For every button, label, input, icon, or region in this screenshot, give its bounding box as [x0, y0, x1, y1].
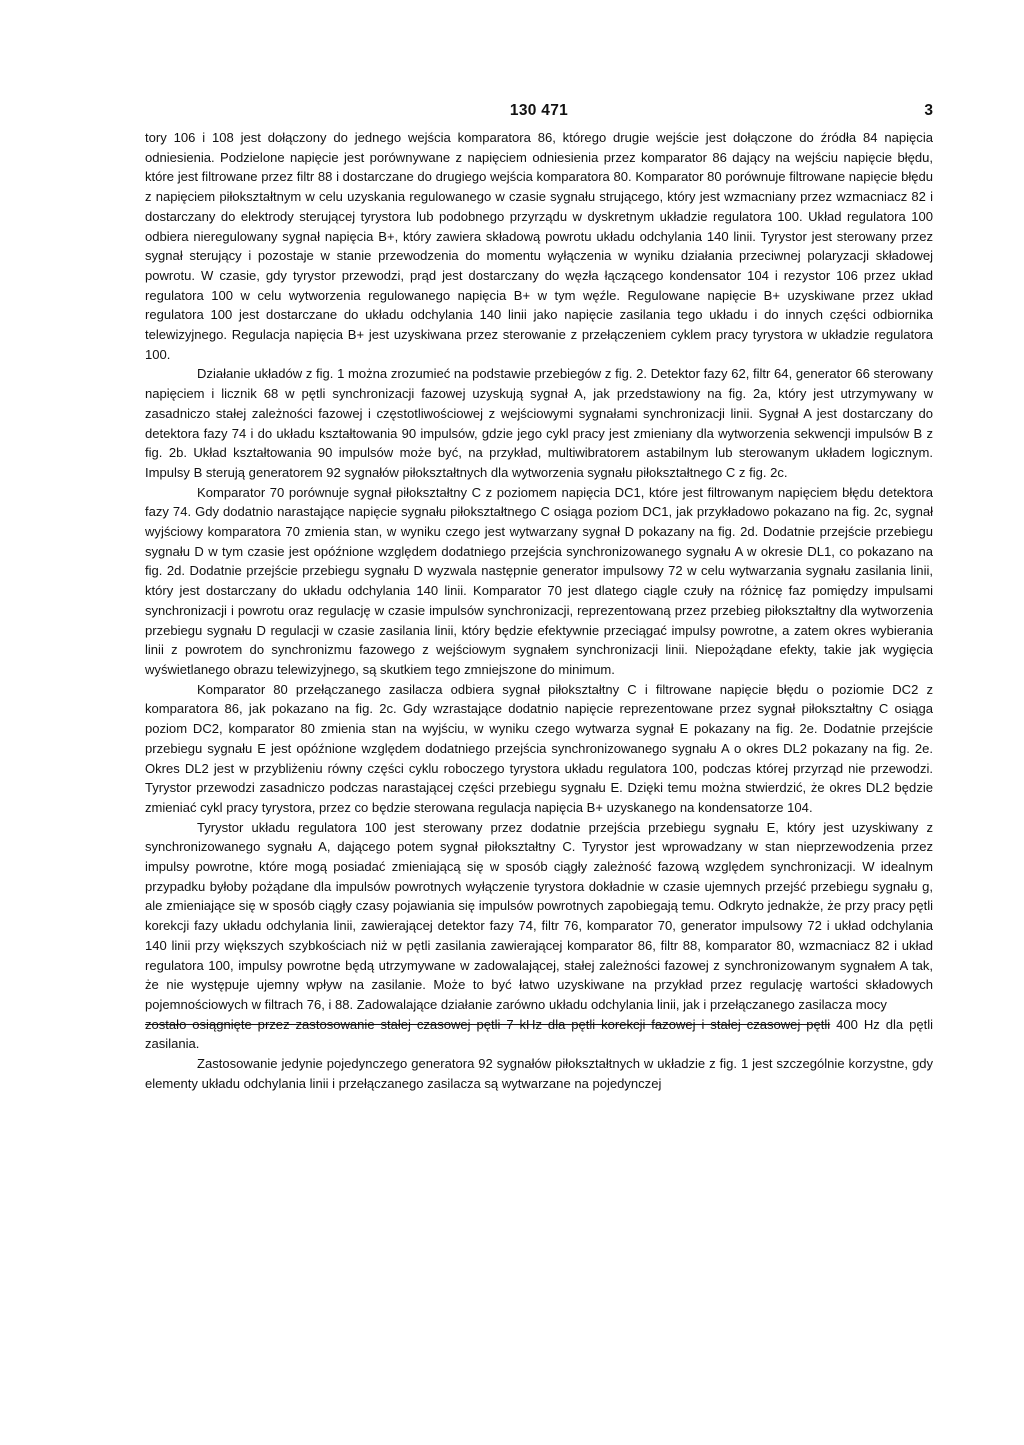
page-header [145, 102, 933, 124]
page-number: 3 [924, 102, 933, 119]
paragraph-2: Działanie układów z fig. 1 można zrozumieć na podstawie przebiegów z fig. 2. Detektor fazy 62, filtr 64, generator 66 sterowany napięciem i licznik 68 w pętli synchronizacji fazowej uzyskują sygnał A, jak przedstawiony na fig. 2a, który jest utrzymywany w zasadniczo stałej zależności fazowej i częstotliwościowej z wejściowymi sygnałami synchronizacji linii. Sygnał A jest dostarczany do detektora fazy 74 i do układu kształtowania 90 impulsów, gdzie jego cykl pracy jest zmieniany dla wytworzenia sekwencji impulsów B z fig. 2b. Układ kształtowania 90 impulsów może być, na przykład, multiwibratorem astabilnym lub sterowanym układem logicznym. Impulsy B sterują generatorem 92 sygnałów piłokształtnych dla wytworzenia sygnału piłokształtnego C z fig. 2c. [145, 366, 933, 480]
body-text [145, 128, 933, 1093]
paragraph-4: Komparator 80 przełączanego zasilacza odbiera sygnał piłokształtny C i filtrowane napięcie błędu o poziomie DC2 z komparatora 86, jak pokazano na fig. 2c. Gdy wzrastające dodatnio napięcie reprezentowane przez sygnał piłokształtny C osiąga poziom DC2, komparator 80 zmienia stan na wyjściu, w wyniku czego wytwarza sygnał E pokazany na fig. 2e. Dodatnie przejście przebiegu sygnału E jest opóźnione względem dodatniego przejścia synchronizowanego sygnału A o okres DL2 pokazany na fig. 2e. Okres DL2 jest w przybliżeniu równy części cyklu roboczego tyrystora układu regulatora 100, podczas której przyrząd nie przewodzi. Tyrystor przewodzi zasadniczo podczas narastającej części przebiegu sygnału E. Dzięki temu można stwierdzić, że okres DL2 będzie zmieniać cykl pracy tyrystora, przez co będzie sterowana regulacja napięcia B+ uzyskanego na kondensatorze 104. [145, 681, 933, 815]
paragraph-7: Zastosowanie jedynie pojedynczego generatora 92 sygnałów piłokształtnych w układzie z fig. 1 jest szczególnie korzystne, gdy elementy układu odchylania linii i przełączanego zasilacza są wytwarzane na pojedynczej [145, 1056, 933, 1091]
struck-through-text: zostało osiągnięte przez zastosowanie stałej czasowej pętli 7 kHz dla pętli korekcji fazowej i stałej czasowej pętli [145, 1016, 831, 1032]
paragraph-5: Tyrystor układu regulatora 100 jest sterowany przez dodatnie przejścia przebiegu sygnału E, który jest uzyskiwany z synchronizowanego sygnału A, dającego potem sygnał piłokształtny C. Tyrystor jest wprowadzany w stan nieprzewodzenia przez impulsy powrotne, które mogą posiadać zmieniającą się w sposób ciągły zależność fazową względem synchronizacji. W idealnym przypadku byłoby pożądane dla impulsów powrotnych wyłączenie tyrystora dokładnie w czasie ujemnych przejść przebiegu sygnału g, ale zmieniające się w sposób ciągły czasy pojawiania się impulsów powrotnych zapobiegają temu. Odkryto jednakże, że przy pracy pętli korekcji fazy układu odchylania linii, zawierającej detektor fazy 74, filtr 76, komparator 70, generator impulsowy 72 i układ odchylania 140 linii przy większych szybkościach niż w pętli zasilania zawierającej komparator 86, filtr 88, komparator 80, wzmacniacz 82 i układ regulatora 100, impulsy powrotne będą utrzymywane w zadowalającej, stałej zależności fazowej z synchronizowanym sygnałem A tak, że nie występuje ujemny wpływ na zasilanie. Może to być łatwo uzyskiwane na przykład przez regulację wartości składowych pojemnościowych w filtrach 76, i 88. Zadowalające działanie zarówno układu odchylania linii, jak i przełączanego zasilacza mocy [145, 819, 933, 1012]
paragraph-1: tory 106 i 108 jest dołączony do jednego wejścia komparatora 86, którego drugie wejście jest dołączone do źródła 84 napięcia odniesienia. Podzielone napięcie jest porównywane z napięciem odniesienia przez komparator 86 dający na wejściu napięcie błędu, które jest filtrowane przez filtr 88 i dostarczane do drugiego wejścia komparatora 80. Komparator 80 porównuje filtrowane napięcie błędu z napięciem piłokształtnym w celu uzyskania regulowanego w czasie sygnału strującego, który jest wzmacniany przez wzmacniacz 82 i dostarczany do elektrody sterującej tyrystora lub podobnego przyrządu w dyskretnym układzie regulatora 100. Układ regulatora 100 odbiera nieregulowany sygnał napięcia B+, który zawiera składową powrotu układu odchylania 140 linii. Tyrystor jest sterowany przez sygnał sterujący i pozostaje w stanie przewodzenia do momentu wyłączenia w wyniku działania przeciwnej polaryzacji składowej powrotu. W czasie, gdy tyrystor przewodzi, prąd jest dostarczany do węzła łączącego kondensator 104 i rezystor 106 przez układ regulatora 100 w celu wytworzenia regulowanego napięcia B+ w tym węźle. Regulowane napięcie B+ uzyskiwane przez układ regulatora 100 jest dostarczane do układu odchylania 140 linii jako napięcie zasilania tego układu i do innych części odbiornika telewizyjnego. Regulacja napięcia B+ jest uzyskiwana przez sterowanie z przełączeniem cyklem pracy tyrystora w układzie regulatora 100. [145, 130, 933, 362]
document-number: 130 471 [509, 102, 569, 119]
paragraph-3: Komparator 70 porównuje sygnał piłokształtny C z poziomem napięcia DC1, które jest filtrowanym napięciem błędu detektora fazy 74. Gdy dodatnio narastające napięcie sygnału piłokształtnego C osiąga poziom DC1, jak przykładowo pokazano na fig. 2c, sygnał wyjściowy komparatora 70 zmienia stan, w wyniku czego jest wytwarzany sygnał D pokazany na fig. 2d. Dodatnie przejście przebiegu sygnału D w tym czasie jest opóźnione względem dodatniego przejścia synchronizowanego sygnału A w okresie DL1, co pokazano na fig. 2d. Dodatnie przejście przebiegu sygnału D wyzwala następnie generator impulsowy 72 w celu wytwarzania sygnału zasilania linii, który jest dostarczany do układu odchylania 140 linii. Komparator 70 jest dlatego ciągle czuły na różnicę faz pomiędzy impulsami synchronizacji i powrotu oraz regulację w czasie impulsów synchronizacji, reprezentowaną przez przebieg piłokształtny dla wytworzenia przebiegu sygnału D regulacji w czasie zasilania linii, który będzie efektywnie przeciągać impulsy powrotne, a zatem okres wybierania linii z powrotem do synchronizmu fazowego z wejściowym sygnałem synchronizacji linii. Niepożądane efekty, takie jak wygięcia wyświetlanego obrazu telewizyjnego, są skutkiem tego zmniejszone do minimum. [145, 484, 933, 677]
paragraph-6 [145, 1015, 933, 1054]
paragraph-6-text: 400 Hz dla pętli zasilania. [145, 1016, 934, 1052]
